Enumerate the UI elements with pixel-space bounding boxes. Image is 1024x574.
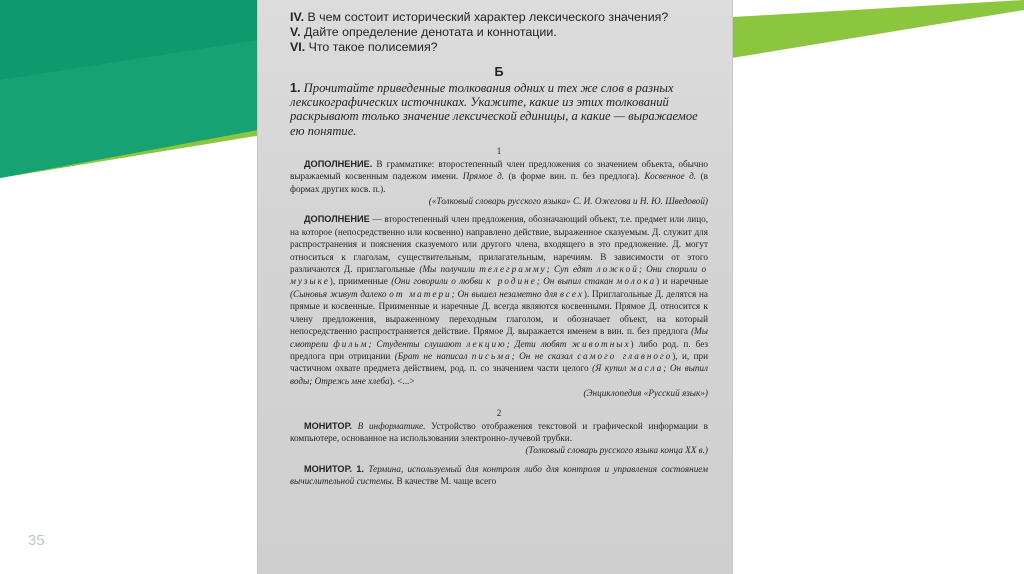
question-6: VI. Что такое полисемия? <box>290 40 438 54</box>
question-4: IV. В чем состоит исторический характер лексического значения? <box>290 10 669 24</box>
entry-dopolnenie-ozhegov: ДОПОЛНЕНИЕ. В грамматике: второстепенный член предложения со значением объекта, обычно выражаемый косвенным падежом имени. Прямое д. (в форме вин. п. без предлога). Косвенное д. (в формах других косв. п.). <box>290 158 709 194</box>
source-ozhegov: («Толковый словарь русского языка» С. И. Ожегова и Н. Ю. Шведовой) <box>428 196 708 207</box>
source-encyclopedia: (Энциклопедия «Русский язык») <box>583 388 708 399</box>
task-1: 1. Прочитайте приведенные толкования одних и тех же слов в разных лексикографических источниках. Укажите, какие из этих толкований раскрывают только значение лексической единицы, а какие — выражаемое ею понятие. <box>290 81 698 138</box>
section-letter: Б <box>494 65 504 79</box>
entry-dopolnenie-encyclopedia: ДОПОЛНЕНИЕ — второстепенный член предложения, обозначающий объект, т.е. предмет или лицо, на которое (непосредственно или косвенно) направлено действие, выраженное сказуемым. Д. служит для распространения и пояснения сказуемого или другого члена, входящего в это предложение. Д. могут относиться к глаголам, существительным, прилагательным, наречиям. В зависимости от этого различаются Д. приглагольные (Мы получили телеграмму; Суп едят ложкой; Они спорили о музыке), приименные (Они говорили о любви к родине; Он выпил стакан молока) и наречные (Сыновья живут далеко от матери; Он вышел незаметно для всех). Приглагольные Д. делятся на прямые и косвенные. Приименные и наречные Д. всегда являются косвенными. Прямое Д. относится к члену предложения, выраженному переходным глаголом, и обозначает объект, на который непосредственно распространяется действие. Прямое Д. выражается именем в вин. п. без предлога (Мы смотрели фильм; Студенты слушают лекцию; Дети любят животных) либо род. п. без предлога при отрицании (Брат не написал письма; Он не сказал самого главного), и, при частичном охвате предмета действием, род. п. со значением части целого (Я купил масла; Он выпил воды; Отрежь мне хлеба). <...> <box>290 214 709 386</box>
entry-monitor-terminal: МОНИТОР. 1. Термина, используемый для контроля либо для контроля и управления состоянием вычислительной системы. В качестве М. чаще всего <box>290 463 709 487</box>
group-number-1: 1 <box>496 145 502 156</box>
source-dictionary-xx: (Толковый словарь русского языка конца XX в.) <box>525 445 708 456</box>
group-number-2: 2 <box>496 407 502 418</box>
question-5: V. Дайте определение денотата и коннотации. <box>290 25 557 39</box>
scanned-page <box>258 0 732 574</box>
slide-number: 35 <box>28 532 45 549</box>
entry-monitor-dictionary: МОНИТОР. В информатике. Устройство отображения текстовой и графической информации в компьютере, основанное на использовании электронно-лучевой трубки. <box>290 420 709 443</box>
